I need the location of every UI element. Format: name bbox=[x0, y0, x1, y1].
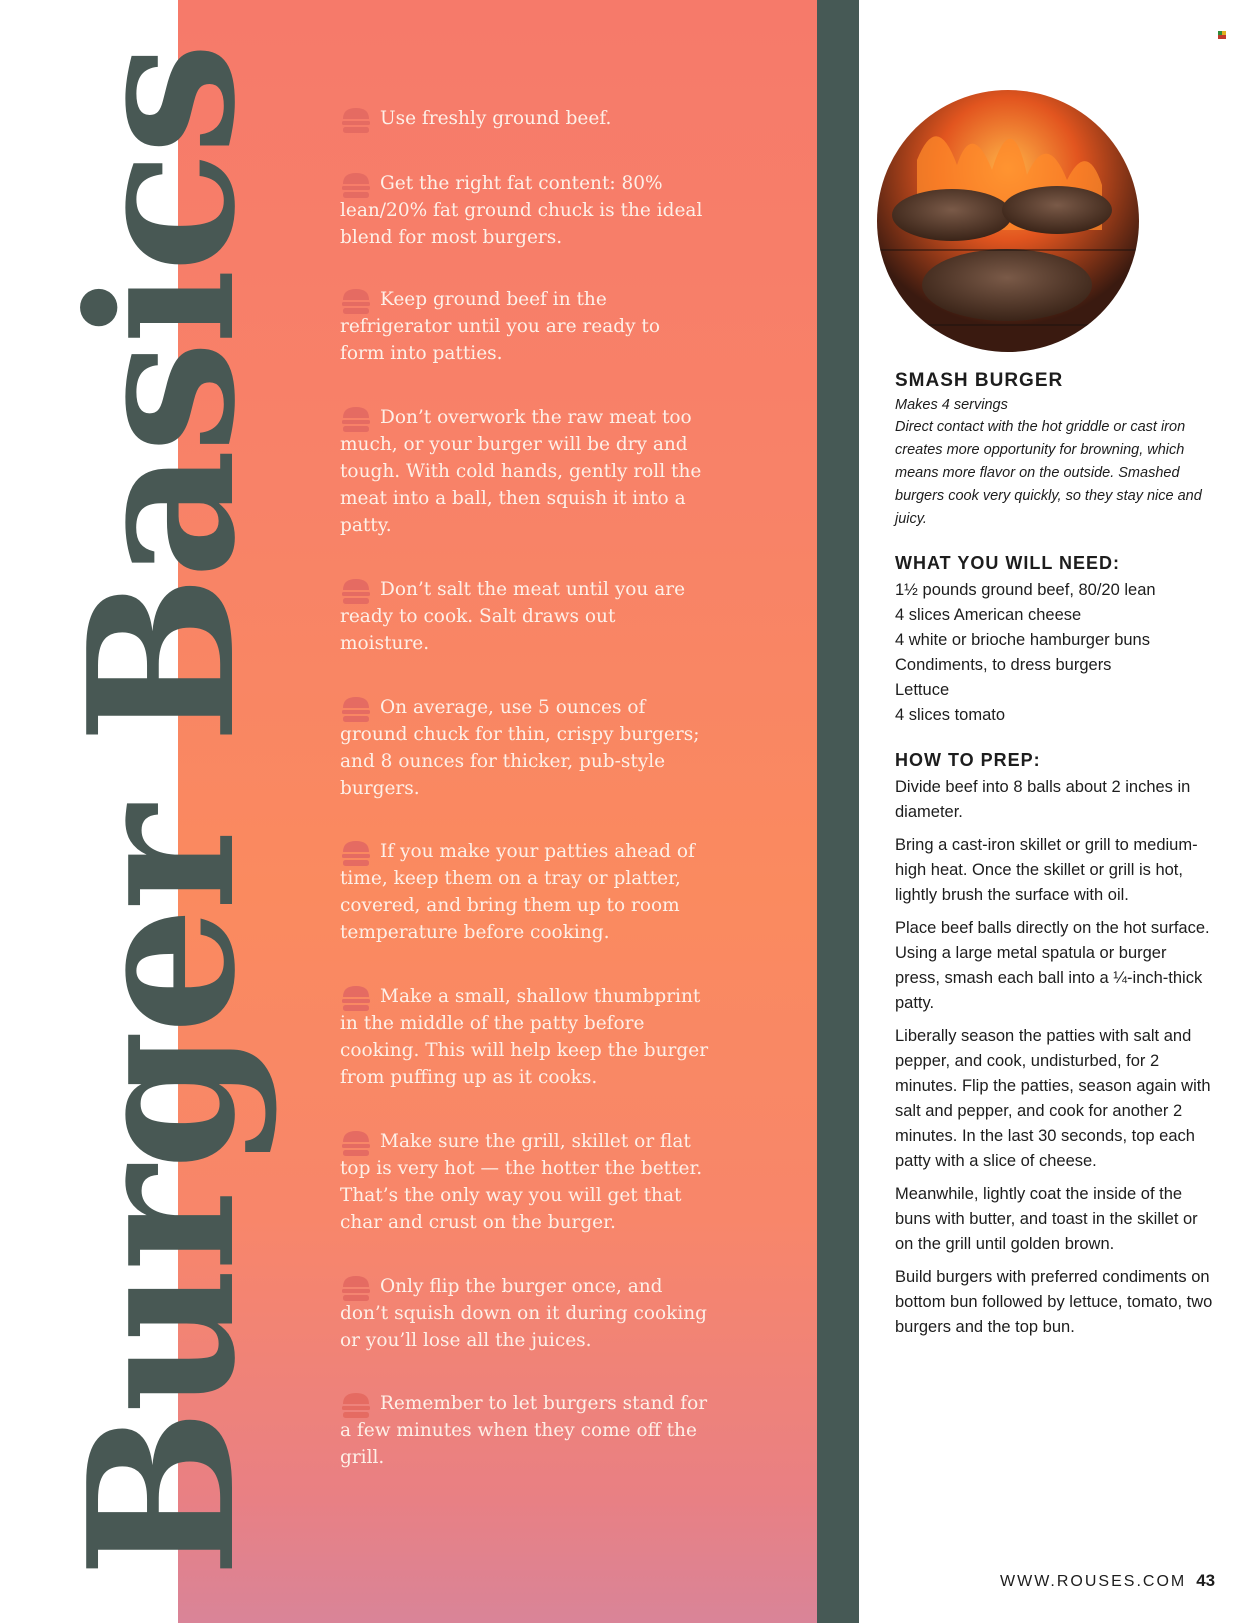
burger-icon bbox=[340, 1275, 372, 1303]
tip-item: Make a small, shallow thumbprint in the middle of the patty before cooking. This will help keep the burger from puffing up as it cooks. bbox=[340, 986, 709, 1088]
divider-stripe bbox=[817, 0, 859, 1623]
ingredient-item: 4 slices American cheese bbox=[895, 606, 1082, 624]
burger-icon bbox=[340, 1392, 372, 1420]
prep-step: Liberally season the patties with salt and pepper, and cook, undisturbed, for 2 minutes. Flip the patties, season again with salt and pepper, and cook for another 2 minutes. In the last 30 seconds, top each patty with a slice of cheese. bbox=[895, 1027, 1211, 1170]
burger-icon bbox=[340, 172, 372, 200]
tip-item: On average, use 5 ounces of ground chuck for thin, crispy burgers; and 8 ounces for thicker, pub-style burgers. bbox=[340, 697, 700, 799]
recipe-servings: Makes 4 servings bbox=[895, 397, 1008, 413]
prep-step: Build burgers with preferred condiments on bottom bun followed by lettuce, tomato, two burgers and the top bun. bbox=[895, 1268, 1213, 1336]
footer bbox=[1000, 1571, 1215, 1591]
recipe-title: SMASH BURGER bbox=[895, 370, 1064, 391]
tip-item: If you make your patties ahead of time, keep them on a tray or platter, covered, and bring them up to room temperature before cooking. bbox=[340, 841, 695, 943]
burger-photo bbox=[877, 90, 1139, 352]
website-link[interactable]: WWW.ROUSES.COM bbox=[1000, 1573, 1187, 1590]
burger-icon bbox=[340, 985, 372, 1013]
recipe-intro: Direct contact with the hot griddle or cast iron creates more opportunity for browning, which means more flavor on the outside. Smashed burgers cook very quickly, so they stay nice and juicy. bbox=[895, 419, 1202, 527]
ingredient-item: 4 white or brioche hamburger buns bbox=[895, 631, 1150, 649]
burger-icon bbox=[340, 578, 372, 606]
tip-item: Make sure the grill, skillet or flat top is very hot — the hotter the better. That’s the only way you will get that char and crust on the burger. bbox=[340, 1131, 703, 1233]
tip-item: Get the right fat content: 80% lean/20% fat ground chuck is the ideal blend for most burgers. bbox=[340, 173, 703, 248]
burger-icon bbox=[340, 406, 372, 434]
tip-item: Use freshly ground beef. bbox=[340, 105, 710, 170]
ingredient-item: Condiments, to dress burgers bbox=[895, 656, 1112, 674]
prep-step: Divide beef into 8 balls about 2 inches in diameter. bbox=[895, 778, 1191, 821]
burger-icon bbox=[340, 696, 372, 724]
prep-step: Place beef balls directly on the hot surface. Using a large metal spatula or burger press, smash each ball into a ¼-inch-thick patty. bbox=[895, 919, 1210, 1012]
burger-icon bbox=[340, 1130, 372, 1158]
tip-item: Don’t salt the meat until you are ready to cook. Salt draws out moisture. bbox=[340, 579, 686, 654]
prep-steps bbox=[895, 775, 1215, 1340]
ingredient-item: 4 slices tomato bbox=[895, 706, 1006, 724]
page-number: 43 bbox=[1196, 1571, 1216, 1590]
burger-icon bbox=[340, 840, 372, 868]
prep-step: Bring a cast-iron skillet or grill to medium-high heat. Once the skillet or grill is hot, lightly brush the surface with oil. bbox=[895, 836, 1198, 904]
tip-item: Only flip the burger once, and don’t squish down on it during cooking or you’ll lose all the juices. bbox=[340, 1276, 708, 1351]
tips-list bbox=[340, 105, 710, 1471]
recipe bbox=[895, 370, 1215, 1348]
burger-icon bbox=[340, 107, 372, 135]
tip-item: Don’t overwork the raw meat too much, or your burger will be dry and tough. With cold hands, gently roll the meat into a ball, then squish it into a patty. bbox=[340, 407, 702, 536]
tip-item: Remember to let burgers stand for a few minutes when they come off the grill. bbox=[340, 1393, 708, 1468]
prep-heading: HOW TO PREP: bbox=[895, 750, 1041, 770]
ingredients-heading: WHAT YOU WILL NEED: bbox=[895, 553, 1120, 573]
prep-step: Meanwhile, lightly coat the inside of the buns with butter, and toast in the skillet or on the grill until golden brown. bbox=[895, 1185, 1198, 1253]
page-title: Burger Basics bbox=[45, 46, 280, 1578]
ingredients-list bbox=[895, 578, 1215, 728]
tip-item: Keep ground beef in the refrigerator until you are ready to form into patties. bbox=[340, 289, 660, 364]
burger-icon bbox=[340, 288, 372, 316]
ingredient-item: 1½ pounds ground beef, 80/20 lean bbox=[895, 581, 1156, 599]
logo-mark-icon bbox=[1218, 31, 1226, 39]
ingredient-item: Lettuce bbox=[895, 681, 950, 699]
